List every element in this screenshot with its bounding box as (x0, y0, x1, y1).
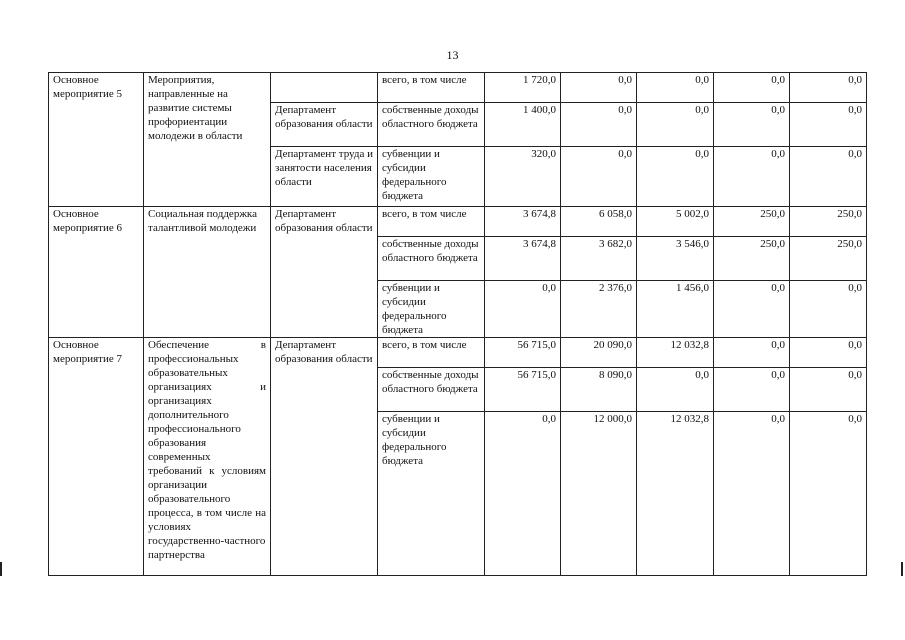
value-cell: 0,0 (714, 73, 790, 103)
value-cell: 1 720,0 (485, 73, 561, 103)
value-cell: 1 456,0 (637, 281, 714, 338)
value-cell: 0,0 (714, 338, 790, 368)
value-cell: 0,0 (714, 147, 790, 207)
funding-source: собственные доходы областного бюджета (378, 103, 485, 147)
value-cell: 0,0 (561, 103, 637, 147)
value-cell: 250,0 (790, 237, 867, 281)
executor-cell: Департамент образования области (271, 103, 378, 147)
value-cell: 0,0 (714, 281, 790, 338)
funding-source: всего, в том числе (378, 338, 485, 368)
funding-table (48, 72, 867, 576)
value-cell: 12 000,0 (561, 412, 637, 576)
value-cell: 320,0 (485, 147, 561, 207)
measure-name: Основное мероприятие 5 (49, 73, 144, 207)
measure-name: Основное мероприятие 7 (49, 338, 144, 576)
value-cell: 0,0 (637, 103, 714, 147)
value-cell: 0,0 (790, 338, 867, 368)
value-cell: 0,0 (485, 281, 561, 338)
value-cell: 2 376,0 (561, 281, 637, 338)
value-cell: 0,0 (637, 368, 714, 412)
executor-cell: Департамент труда и занятости населения области (271, 147, 378, 207)
value-cell: 12 032,8 (637, 338, 714, 368)
value-cell: 0,0 (790, 281, 867, 338)
value-cell: 0,0 (790, 73, 867, 103)
value-cell: 3 682,0 (561, 237, 637, 281)
value-cell: 1 400,0 (485, 103, 561, 147)
page-number: 13 (446, 48, 459, 62)
funding-source: всего, в том числе (378, 207, 485, 237)
value-cell: 56 715,0 (485, 368, 561, 412)
value-cell: 0,0 (485, 412, 561, 576)
executor-cell: Департамент образования области (271, 207, 378, 338)
value-cell: 0,0 (714, 368, 790, 412)
funding-source: собственные доходы областного бюджета (378, 237, 485, 281)
executor-cell: Департамент образования области (271, 338, 378, 576)
value-cell: 0,0 (790, 412, 867, 576)
table-row (49, 207, 867, 237)
value-cell: 0,0 (561, 73, 637, 103)
value-cell: 0,0 (790, 103, 867, 147)
value-cell: 0,0 (637, 147, 714, 207)
funding-source: собственные доходы областного бюджета (378, 368, 485, 412)
measure-description: Социальная поддержка талантливой молодежи (144, 207, 271, 338)
funding-source: субвенции и субсидии федерального бюджета (378, 147, 485, 207)
value-cell: 250,0 (714, 237, 790, 281)
funding-source: всего, в том числе (378, 73, 485, 103)
value-cell: 5 002,0 (637, 207, 714, 237)
executor-cell (271, 73, 378, 103)
value-cell: 6 058,0 (561, 207, 637, 237)
value-cell: 20 090,0 (561, 338, 637, 368)
value-cell: 0,0 (714, 103, 790, 147)
funding-source: субвенции и субсидии федерального бюджета (378, 281, 485, 338)
value-cell: 0,0 (790, 147, 867, 207)
value-cell: 0,0 (561, 147, 637, 207)
value-cell: 12 032,8 (637, 412, 714, 576)
scan-mark-left (0, 562, 2, 576)
value-cell: 0,0 (714, 412, 790, 576)
value-cell: 0,0 (790, 368, 867, 412)
funding-source: субвенции и субсидии федерального бюджета (378, 412, 485, 576)
measure-name: Основное мероприятие 6 (49, 207, 144, 338)
value-cell: 3 546,0 (637, 237, 714, 281)
measure-description: Обеспечение в профессиональных образовательных организациях и организациях дополнительного профессионального образования современных требований к условиям организации образовательного процесса, в том числе на условиях государственно-частного партнерства (144, 338, 271, 576)
value-cell: 8 090,0 (561, 368, 637, 412)
table-row (49, 73, 867, 103)
measure-description: Мероприятия, направленные на развитие системы профориентации молодежи в области (144, 73, 271, 207)
value-cell: 3 674,8 (485, 207, 561, 237)
value-cell: 3 674,8 (485, 237, 561, 281)
table-row (49, 338, 867, 368)
scan-mark-right (901, 562, 903, 576)
value-cell: 250,0 (714, 207, 790, 237)
value-cell: 250,0 (790, 207, 867, 237)
value-cell: 56 715,0 (485, 338, 561, 368)
value-cell: 0,0 (637, 73, 714, 103)
